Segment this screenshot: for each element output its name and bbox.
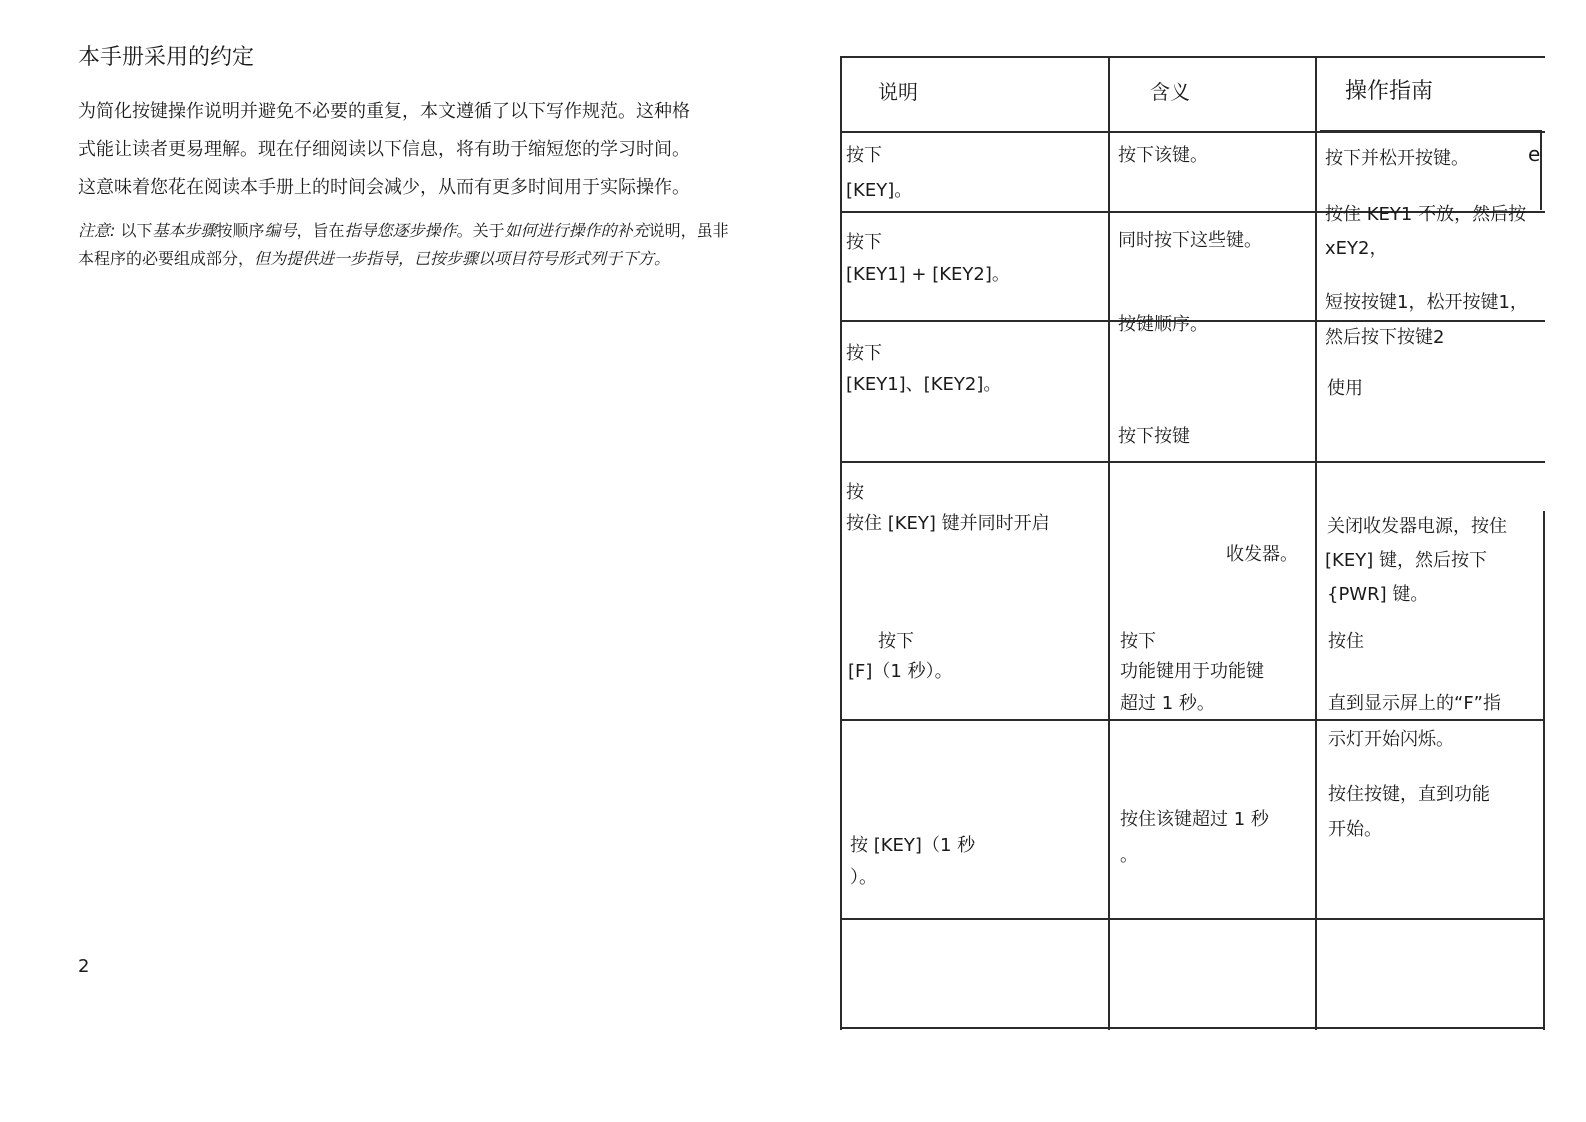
table-rule <box>1315 56 1317 1030</box>
note-text: 说明，虽非 <box>648 221 729 240</box>
table-cell: 按下 <box>846 232 882 253</box>
table-rule <box>840 918 1545 920</box>
table-cell: 按下按键 <box>1118 426 1190 447</box>
table-rule <box>1543 511 1545 1030</box>
table-cell: 按住该键超过 1 秒 <box>1120 809 1269 830</box>
table-cell: 开始。 <box>1328 819 1382 840</box>
table-cell: 。 <box>1120 845 1138 866</box>
page-number: 2 <box>78 956 90 977</box>
table-cell: 按下 <box>1120 631 1156 652</box>
table-cell: 使用 <box>1327 378 1363 399</box>
table-cell: ）。 <box>850 867 877 888</box>
table-cell: [KEY] 键，然后按下 <box>1325 550 1487 571</box>
table-cell: {PWR] 键。 <box>1327 584 1429 605</box>
table-cell: 按住 <box>1328 631 1364 652</box>
table-cell: 按下该键。 <box>1118 145 1208 166</box>
note-text: 但为提供进一步指导，已按步骤以项目符号形式列于下方。 <box>254 249 671 268</box>
conventions-table <box>840 56 1545 1030</box>
header-description: 说明 <box>878 80 918 104</box>
table-cell: 按下 <box>846 145 882 166</box>
intro-line-2: 式能让读者更易理解。现在仔细阅读以下信息，将有助于缩短您的学习时间。 <box>78 139 690 160</box>
table-cell: 短按按键1，松开按键1， <box>1325 292 1528 313</box>
note-text: 指导您逐步 <box>344 221 425 240</box>
table-cell: 功能键用于功能键 <box>1120 661 1264 682</box>
table-rule <box>840 1027 1545 1029</box>
note-text: 。关于 <box>456 221 505 240</box>
table-cell: 按住 [KEY] 键并同时开启 <box>846 513 1050 534</box>
section-title: 本手册采用的约定 <box>78 45 255 70</box>
note-text: ，旨在 <box>296 221 345 240</box>
intro-paragraph <box>78 93 778 207</box>
table-cell: 同时按下这些键。 <box>1118 230 1262 251</box>
note-text: 如何进行操作的补充 <box>504 221 649 240</box>
intro-section <box>78 40 778 273</box>
note-text: 基本步骤 <box>152 221 217 240</box>
table-cell: 按下 <box>846 343 882 364</box>
table-cell: [KEY1] + [KEY2]。 <box>846 264 1010 285</box>
table-cell: 按键顺序。 <box>1118 314 1208 335</box>
table-rule <box>840 56 1545 58</box>
table-cell: 关闭收发器电源，按住 <box>1327 516 1507 537</box>
table-cell: 按 [KEY]（1 秒 <box>850 835 976 856</box>
intro-line-1: 为简化按键操作说明并避免不必要的重复，本文遵循了以下写作规范。这种格 <box>78 101 690 122</box>
note-text: 编号 <box>264 221 297 240</box>
table-cell: 然后按下按键2 <box>1325 327 1445 348</box>
header-guide: 操作指南 <box>1345 79 1434 104</box>
table-cell: 按住按键，直到功能 <box>1328 784 1490 805</box>
table-cell: 超过 1 秒。 <box>1120 693 1215 714</box>
header-meaning: 含义 <box>1150 80 1190 104</box>
table-rule <box>1320 130 1542 132</box>
table-rule <box>840 56 842 1030</box>
table-cell: 按下 <box>878 631 914 652</box>
table-cell: 按住 KEY1 不放，然后按 <box>1325 204 1527 225</box>
intro-line-3: 这意味着您花在阅读本手册上的时间会减少，从而有更多时间用于实际操作。 <box>78 177 690 198</box>
table-cell: 示灯开始闪烁。 <box>1328 729 1454 750</box>
table-cell: [KEY1]、[KEY2]。 <box>846 374 1002 395</box>
note-label: 注意: <box>78 221 116 240</box>
table-cell: 收发器。 <box>1226 544 1298 565</box>
table-rule <box>1108 56 1110 1030</box>
note-text: 操作 <box>424 221 457 240</box>
note-text: 按顺序 <box>216 221 265 240</box>
table-cell: e <box>1528 142 1541 166</box>
note-text: 本程序的必要组成部分， <box>78 249 255 268</box>
table-cell: [KEY]。 <box>846 180 913 201</box>
table-cell: 直到显示屏上的“F”指 <box>1328 693 1502 714</box>
note-text: 以下 <box>115 221 153 240</box>
note-paragraph <box>78 217 778 273</box>
table-rule <box>840 461 1545 463</box>
table-cell: xEY2， <box>1325 238 1388 259</box>
table-cell: 按 <box>846 482 864 503</box>
table-cell: [F]（1 秒）。 <box>848 661 953 682</box>
table-cell: 按下并松开按键。 <box>1325 148 1469 169</box>
